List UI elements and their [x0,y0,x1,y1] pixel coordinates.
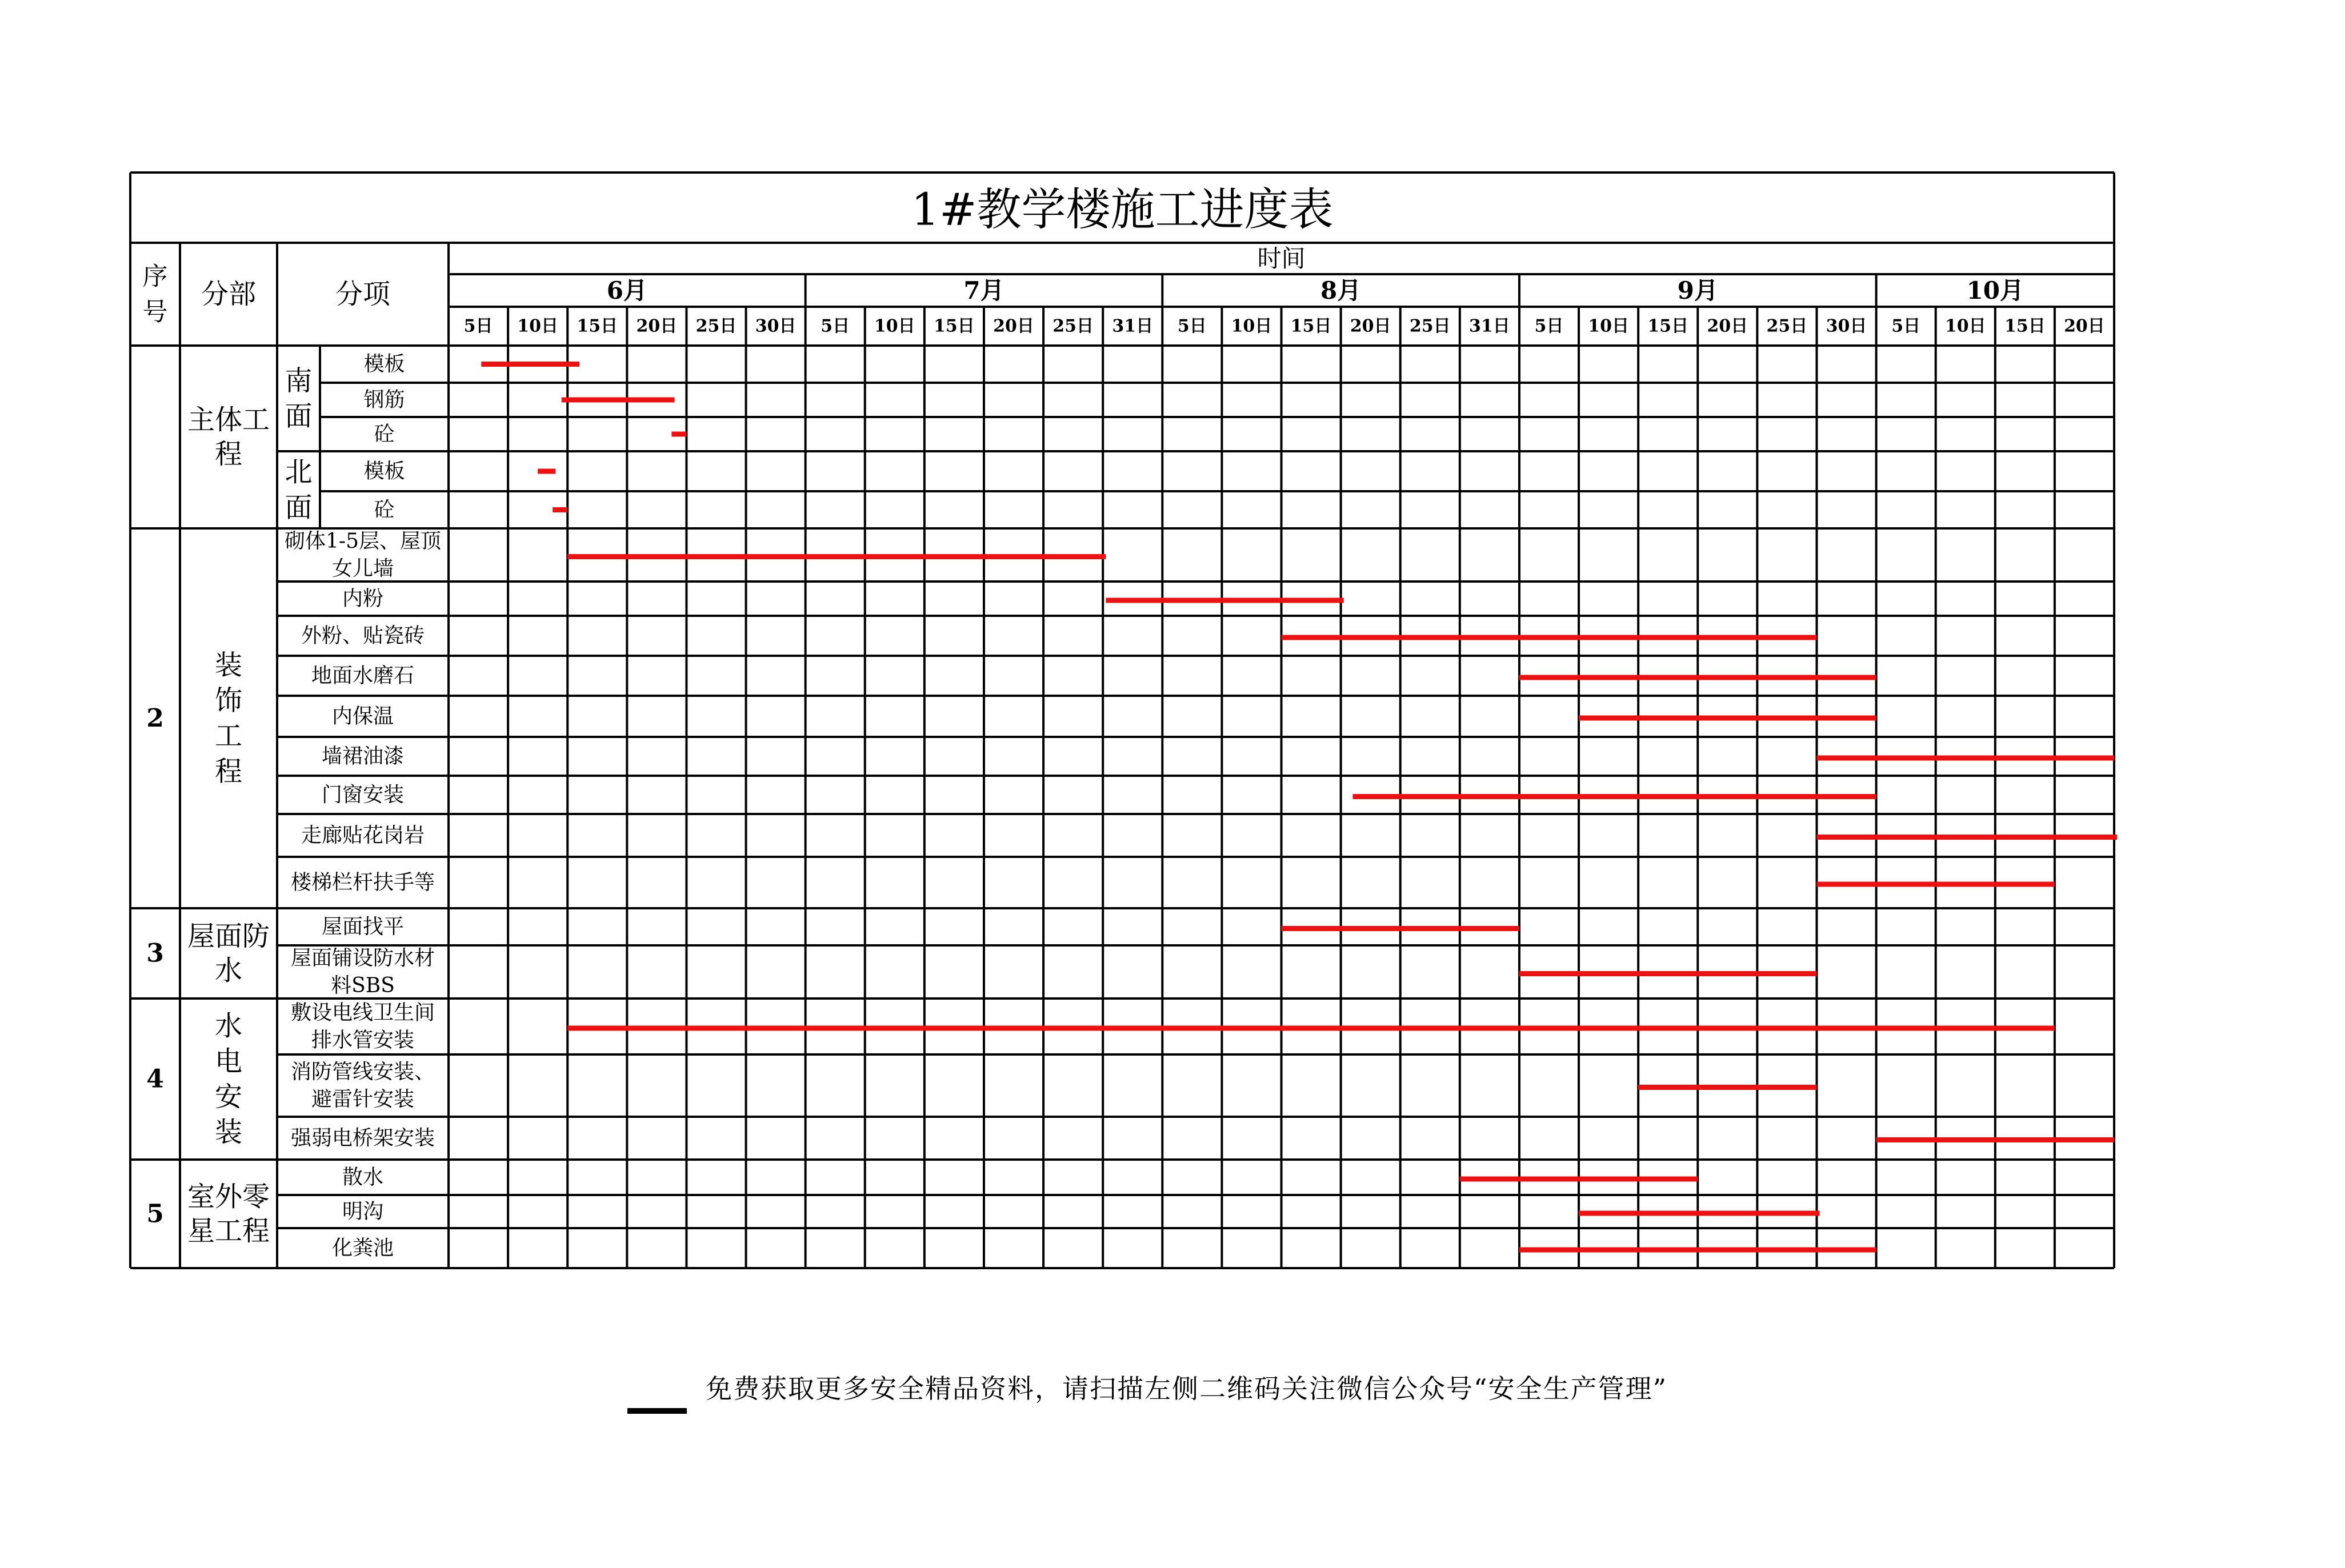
row-item-label: 消防管线安装、 [290,1060,435,1084]
row-item-label: 散水 [342,1165,384,1189]
day-label: 5日 [1891,316,1921,336]
day-label: 20日 [2064,316,2105,336]
day-label: 25日 [1053,316,1094,336]
day-label: 10日 [517,316,559,336]
row-item-label: 砼 [374,422,395,446]
group-division: 水 [214,955,243,986]
row-item-label: 避雷针安装 [311,1088,415,1111]
row-item-label: 墙裙油漆 [321,744,405,768]
row-item-label: 模板 [363,352,405,376]
subgroup-label: 南 [285,364,313,397]
day-label: 20日 [993,316,1034,336]
group-seq: 4 [146,1064,164,1094]
day-label: 10日 [1231,316,1272,336]
row-item-label: 外粉、贴瓷砖 [301,624,425,648]
group-division: 装 [214,649,243,681]
day-label: 30日 [1826,316,1867,336]
row-item-label: 敷设电线卫生间 [290,1001,435,1025]
day-label: 15日 [1290,316,1332,336]
day-label: 5日 [463,316,493,336]
day-label: 25日 [695,316,737,336]
group-seq: 3 [146,939,164,968]
month-label: 9月 [1677,276,1718,304]
month-label: 7月 [963,276,1005,304]
item-header: 分项 [335,278,391,310]
day-label: 15日 [2004,316,2046,336]
group-division: 屋面防 [187,920,270,952]
row-item-label: 内粉 [342,587,384,611]
day-label: 31日 [1112,316,1154,336]
month-label: 6月 [606,276,647,304]
day-label: 5日 [1177,316,1207,336]
row-item-label: 砌体1-5层、屋顶 [285,530,441,553]
day-label: 20日 [636,316,678,336]
row-item-label: 内保温 [331,704,394,728]
month-label: 10月 [1966,276,2024,304]
group-division: 安 [214,1081,243,1113]
row-item-label: 料SBS [331,974,395,997]
day-label: 10日 [874,316,915,336]
row-item-label: 砼 [374,498,395,522]
page-title: 1#教学楼施工进度表 [911,184,1334,236]
day-label: 10日 [1944,316,1986,336]
row-item-label: 门窗安装 [321,783,405,807]
row-item-label: 排水管安装 [311,1028,415,1052]
footer-dash [627,1408,687,1414]
day-label: 15日 [934,316,975,336]
group-division: 星工程 [187,1215,270,1247]
group-seq: 2 [146,704,164,733]
group-division: 水 [214,1010,243,1042]
group-division: 电 [214,1045,243,1077]
group-division: 工 [214,720,243,752]
footer-note: 免费获取更多安全精品资料，请扫描左侧二维码关注微信公众号“安全生产管理” [706,1373,1668,1404]
seq-header: 号 [142,297,168,327]
group-division: 饰 [214,684,243,717]
day-label: 25日 [1766,316,1808,336]
seq-header: 序 [142,262,168,291]
time-header: 时间 [1257,244,1306,272]
group-division: 主体工 [187,404,270,436]
day-label: 15日 [577,316,618,336]
row-item-label: 化粪池 [331,1236,394,1260]
group-seq: 5 [146,1199,164,1229]
subgroup-label: 面 [285,491,313,524]
day-label: 10日 [1588,316,1629,336]
row-item-label: 屋面铺设防水材 [290,947,435,970]
row-item-label: 钢筋 [363,388,405,412]
row-item-label: 强弱电桥架安装 [290,1126,435,1150]
subgroup-label: 面 [285,400,313,432]
day-label: 20日 [1707,316,1748,336]
day-label: 31日 [1469,316,1510,336]
row-item-label: 明沟 [342,1200,384,1224]
row-item-label: 地面水磨石 [311,664,415,688]
day-label: 25日 [1409,316,1451,336]
day-label: 5日 [821,316,850,336]
row-item-label: 女儿墙 [331,557,394,580]
day-label: 30日 [755,316,797,336]
day-label: 20日 [1350,316,1391,336]
day-label: 5日 [1534,316,1564,336]
group-division: 程 [214,755,243,788]
row-item-label: 楼梯栏杆扶手等 [290,871,435,895]
group-division: 程 [214,438,243,470]
group-division: 装 [214,1116,243,1148]
day-label: 15日 [1647,316,1689,336]
row-item-label: 屋面找平 [321,915,405,939]
month-label: 8月 [1320,276,1362,304]
group-division: 室外零 [187,1181,270,1213]
division-header: 分部 [201,278,257,310]
row-item-label: 走廊贴花岗岩 [301,824,425,847]
row-item-label: 模板 [363,459,405,483]
subgroup-label: 北 [285,456,313,488]
